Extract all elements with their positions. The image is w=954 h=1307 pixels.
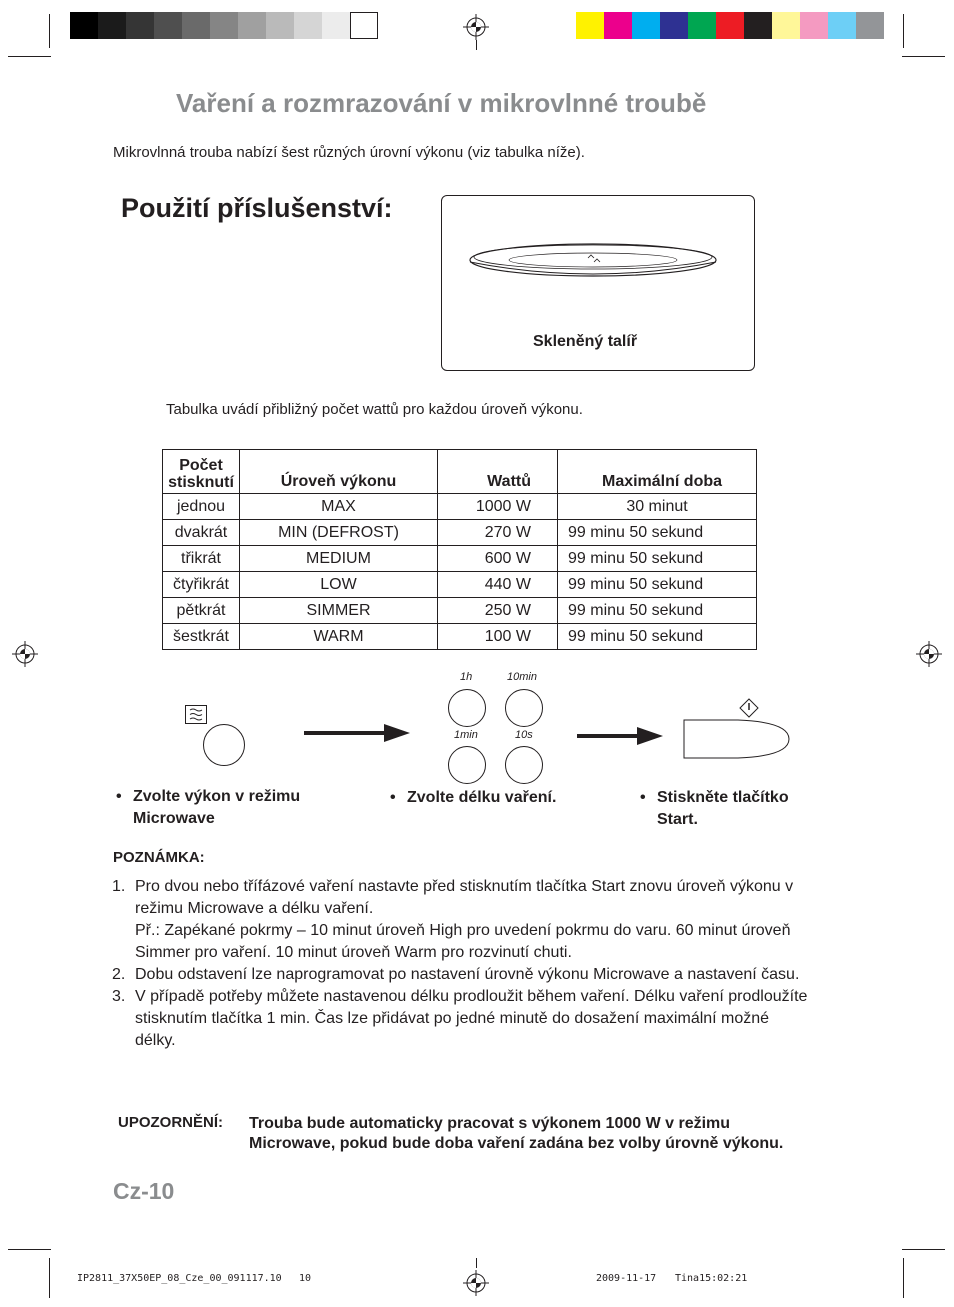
registration-mark-icon (916, 641, 942, 667)
time-10min-button[interactable] (505, 689, 543, 727)
color-swatch (266, 12, 294, 39)
note-text: V případě potřeby můžete nastavenou délku prodloužit během vaření. Délku vaření prodloužíte stisknutím tlačítka 1 min. Čas lze přidávat po jedné minutě do dosažení maximální možné délky. (135, 988, 808, 1049)
footer-page: 10 (299, 1273, 312, 1284)
bullet: • (390, 789, 396, 806)
note-text: Pro dvou nebo třífázové vaření nastavte před stisknutím tlačítka Start znovu úroveň výkonu v režimu Microwave a délku vaření. (135, 878, 794, 917)
page-number: Cz-10 (113, 1178, 175, 1204)
color-swatch (182, 12, 210, 39)
header-watts: Wattů (438, 450, 558, 494)
color-swatch (238, 12, 266, 39)
start-icon (739, 698, 759, 718)
crop-mark (903, 1258, 904, 1298)
table-row (163, 494, 757, 520)
footer-filename: IP2811_37X50EP_08_Cze_00_091117.10 (77, 1273, 282, 1284)
bullet: • (640, 789, 646, 806)
color-swatch (154, 12, 182, 39)
table-row (163, 624, 757, 650)
header-power-level: Úroveň výkonu (240, 450, 438, 494)
color-swatch (322, 12, 350, 39)
registration-mark-icon (463, 1270, 489, 1296)
power-level-table (162, 449, 757, 650)
crop-mark (8, 1249, 51, 1250)
cell-presses: třikrát (163, 546, 240, 572)
start-button[interactable] (683, 718, 791, 760)
crop-mark (49, 1258, 50, 1298)
table-row (163, 598, 757, 624)
step-2 (390, 787, 600, 809)
accessories-heading: Použití příslušenství: (121, 193, 393, 223)
cell-watts: 100 W (438, 624, 558, 650)
cell-max-time: 99 minu 50 sekund (558, 624, 757, 650)
color-swatch (660, 12, 688, 39)
color-swatch (800, 12, 828, 39)
time-1h-button[interactable] (448, 689, 486, 727)
warning-text: Trouba bude automaticky pracovat s výkonem 1000 W v režimu Microwave, pokud bude doba vaření zadána bez volby úrovně výkonu. (249, 1115, 784, 1152)
warning-label: UPOZORNĚNÍ: (118, 1114, 223, 1131)
color-swatch (126, 12, 154, 39)
registration-mark-icon (12, 641, 38, 667)
table-row (163, 572, 757, 598)
color-swatch (210, 12, 238, 39)
color-swatch (632, 12, 660, 39)
cell-level: MAX (240, 494, 438, 520)
notes-list (112, 876, 812, 1052)
cell-watts: 440 W (438, 572, 558, 598)
color-swatch (604, 12, 632, 39)
crop-mark (8, 56, 51, 57)
cell-level: SIMMER (240, 598, 438, 624)
note-item (112, 986, 812, 1052)
button-label-10min: 10min (507, 671, 537, 683)
color-swatch (98, 12, 126, 39)
note-text: Dobu odstavení lze naprogramovat po nastavení úrovně výkonu Microwave a nastavení času. (135, 966, 800, 983)
note-number: 2. (112, 966, 126, 983)
cell-max-time: 99 minu 50 sekund (558, 598, 757, 624)
header-presses: Počet stisknutí (163, 450, 240, 494)
registration-mark-icon (463, 14, 489, 40)
arrow-right-icon (577, 725, 665, 747)
notes-heading: POZNÁMKA: (113, 849, 205, 866)
table-row (163, 520, 757, 546)
microwave-mode-icon (185, 705, 207, 724)
color-swatch (716, 12, 744, 39)
color-swatch (576, 12, 604, 39)
step-1 (116, 786, 346, 830)
step-text: Zvolte délku vaření. (407, 789, 557, 806)
note-item (112, 964, 812, 986)
cell-max-time: 99 minu 50 sekund (558, 546, 757, 572)
cell-presses: dvakrát (163, 520, 240, 546)
cell-level: LOW (240, 572, 438, 598)
cell-presses: pětkrát (163, 598, 240, 624)
arrow-right-icon (304, 722, 412, 744)
cell-watts: 1000 W (438, 494, 558, 520)
step-text: Zvolte výkon v režimu Microwave (133, 788, 301, 827)
cell-watts: 600 W (438, 546, 558, 572)
color-swatch (70, 12, 98, 39)
crop-mark (476, 1258, 477, 1268)
color-swatch (828, 12, 856, 39)
header-max-time: Maximální doba (558, 450, 757, 494)
table-intro-text: Tabulka uvádí přibližný počet wattů pro každou úroveň výkonu. (166, 401, 583, 418)
cell-level: WARM (240, 624, 438, 650)
button-label-1h: 1h (460, 671, 473, 683)
crop-mark (476, 40, 477, 50)
page-title: Vaření a rozmrazování v mikrovlnné troubě (176, 88, 707, 118)
intro-text: Mikrovlnná trouba nabízí šest různých úrovní výkonu (viz tabulka níže). (113, 144, 585, 161)
crop-mark (902, 56, 945, 57)
step-3 (640, 787, 830, 831)
cell-presses: jednou (163, 494, 240, 520)
crop-mark (903, 14, 904, 48)
note-number: 3. (112, 988, 126, 1005)
color-swatch (294, 12, 322, 39)
cell-max-time: 30 minut (558, 494, 757, 520)
footer-date: 2009-11-17 (596, 1273, 657, 1284)
note-example: Př.: Zapékané pokrmy – 10 minut úroveň High pro uvedení pokrmu do varu. 60 minut úroveň Simmer pro vaření. 10 minut úroveň Warm pro rozvinutí chuti. (135, 922, 791, 961)
color-swatch (688, 12, 716, 39)
microwave-power-button[interactable] (203, 724, 245, 766)
color-swatch (856, 12, 884, 39)
table-row (163, 546, 757, 572)
cell-level: MIN (DEFROST) (240, 520, 438, 546)
color-swatch (744, 12, 772, 39)
cell-max-time: 99 minu 50 sekund (558, 520, 757, 546)
crop-mark (902, 1249, 945, 1250)
color-swatch (772, 12, 800, 39)
bullet: • (116, 788, 122, 805)
footer-time: Tina15:02:21 (675, 1273, 748, 1284)
cell-watts: 270 W (438, 520, 558, 546)
crop-mark (49, 14, 50, 48)
step-text: Stiskněte tlačítko Start. (657, 789, 789, 828)
cell-max-time: 99 minu 50 sekund (558, 572, 757, 598)
cell-presses: čtyřikrát (163, 572, 240, 598)
note-number: 1. (112, 878, 126, 895)
cell-level: MEDIUM (240, 546, 438, 572)
glass-plate-icon (468, 240, 718, 282)
button-label-1min: 1min (454, 729, 478, 741)
cell-presses: šestkrát (163, 624, 240, 650)
cell-watts: 250 W (438, 598, 558, 624)
color-swatch (350, 12, 378, 39)
time-1min-button[interactable] (448, 746, 486, 784)
glass-plate-label: Skleněný talíř (533, 333, 638, 350)
time-10s-button[interactable] (505, 746, 543, 784)
note-item (112, 876, 812, 964)
table-header-row (163, 450, 757, 494)
button-label-10s: 10s (515, 729, 533, 741)
